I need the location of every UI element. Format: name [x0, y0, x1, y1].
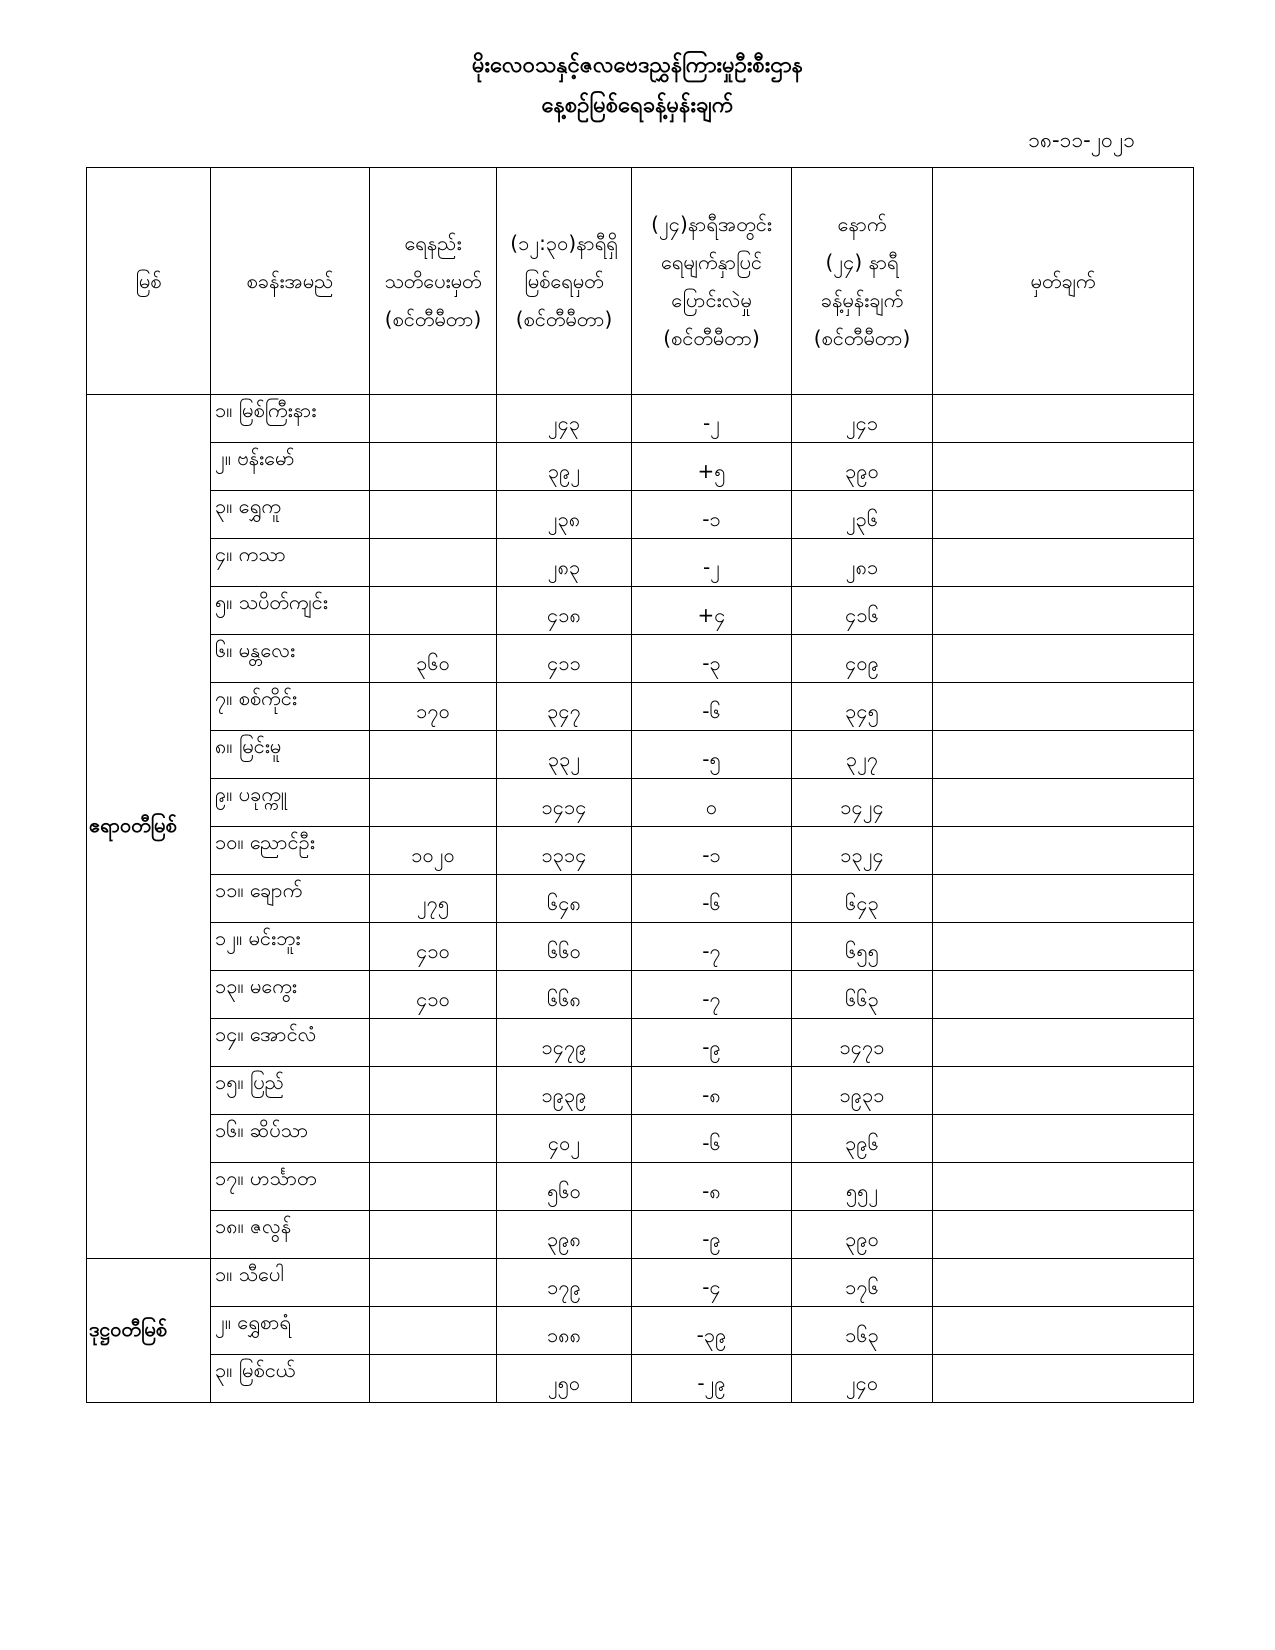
danger-level-cell: ၃၆၀ — [370, 635, 497, 683]
river-name: ဒုဋ္ဌဝတီမြစ် — [87, 1259, 211, 1403]
station-name: ၇။ စစ်ကိုင်း — [211, 683, 370, 731]
forecast-cell: ၁၄၇၁ — [792, 1019, 933, 1067]
station-name: ၉။ ပခုက္ကူ — [211, 779, 370, 827]
header-line: (၂၄) နာရီ — [825, 250, 899, 274]
header-row — [87, 168, 1194, 395]
danger-level-cell — [370, 779, 497, 827]
station-name: ၈။ မြင်းမူ — [211, 731, 370, 779]
header-line: ပြောင်းလဲမှု — [671, 288, 752, 312]
remark-cell — [933, 923, 1194, 971]
danger-level-cell — [370, 443, 497, 491]
station-name: ၁၇။ ဟင်္သာတ — [211, 1163, 370, 1211]
change-cell: -၇ — [632, 923, 792, 971]
water-level-cell: ၁၄၇၉ — [497, 1019, 632, 1067]
danger-level-cell — [370, 491, 497, 539]
water-level-cell: ၃၄၇ — [497, 683, 632, 731]
water-level-cell: ၆၆၀ — [497, 923, 632, 971]
document-subtitle: နေ့စဉ်မြစ်ရေခန့်မှန်းချက် — [541, 93, 734, 118]
station-name: ၅။ သပိတ်ကျင်း — [211, 587, 370, 635]
header-line: (စင်တီမီတာ) — [663, 326, 760, 350]
station-name: ၂။ ရွှေစာရံ — [211, 1307, 370, 1355]
forecast-cell: ၃၉၀ — [792, 1211, 933, 1259]
water-level-cell: ၅၆၀ — [497, 1163, 632, 1211]
water-level-cell: ၃၉၈ — [497, 1211, 632, 1259]
forecast-cell: ၃၄၅ — [792, 683, 933, 731]
forecast-cell: ၆၅၅ — [792, 923, 933, 971]
station-name: ၁။ မြစ်ကြီးနား — [211, 395, 370, 443]
change-cell: -၆ — [632, 875, 792, 923]
table-row — [87, 1355, 1194, 1403]
station-name: ၁၁။ ချောက် — [211, 875, 370, 923]
station-name: ၆။ မန္တလေး — [211, 635, 370, 683]
forecast-cell: ၁၃၂၄ — [792, 827, 933, 875]
header-line: ရေမျက်နှာပြင် — [661, 250, 762, 274]
water-level-cell: ၆၆၈ — [497, 971, 632, 1019]
water-level-cell: ၃၃၂ — [497, 731, 632, 779]
table-row — [87, 1115, 1194, 1163]
report-date: ၁၈-၁၁-၂၀၂၁ — [1028, 128, 1135, 152]
change-cell: +၅ — [632, 443, 792, 491]
remark-cell — [933, 587, 1194, 635]
table-row — [87, 443, 1194, 491]
change-cell: -၂ — [632, 539, 792, 587]
header-24h-change — [632, 168, 792, 395]
change-cell: -၉ — [632, 1211, 792, 1259]
remark-cell — [933, 1355, 1194, 1403]
forecast-cell: ၂၄၀ — [792, 1355, 933, 1403]
change-cell: -၉ — [632, 1019, 792, 1067]
water-level-cell: ၂၄၃ — [497, 395, 632, 443]
table-row — [87, 1163, 1194, 1211]
remark-cell — [933, 1307, 1194, 1355]
water-level-cell: ၂၃၈ — [497, 491, 632, 539]
table-row — [87, 395, 1194, 443]
water-level-cell: ၁၇၉ — [497, 1259, 632, 1307]
forecast-cell: ၂၈၁ — [792, 539, 933, 587]
station-name: ၁၆။ ဆိပ်သာ — [211, 1115, 370, 1163]
remark-cell — [933, 1115, 1194, 1163]
change-cell: -၆ — [632, 683, 792, 731]
table-row — [87, 1211, 1194, 1259]
danger-level-cell — [370, 1019, 497, 1067]
change-cell: -၅ — [632, 731, 792, 779]
table-row — [87, 1259, 1194, 1307]
change-cell: -၂၉ — [632, 1355, 792, 1403]
water-level-cell: ၃၉၂ — [497, 443, 632, 491]
remark-cell — [933, 443, 1194, 491]
change-cell: -၄ — [632, 1259, 792, 1307]
header-line: ခန့်မှန်းချက် — [820, 288, 904, 312]
header-line: နောက် — [837, 212, 887, 236]
station-name: ၁၀။ ညောင်ဦး — [211, 827, 370, 875]
forecast-cell: ၆၆၃ — [792, 971, 933, 1019]
forecast-cell: ၄၀၉ — [792, 635, 933, 683]
water-level-cell: ၄၁၈ — [497, 587, 632, 635]
remark-cell — [933, 779, 1194, 827]
table-row — [87, 1067, 1194, 1115]
danger-level-cell — [370, 539, 497, 587]
table-row — [87, 827, 1194, 875]
change-cell: -၁ — [632, 827, 792, 875]
forecast-cell: ၁၆၃ — [792, 1307, 933, 1355]
table-row — [87, 1019, 1194, 1067]
remark-cell — [933, 875, 1194, 923]
water-level-cell: ၄၀၂ — [497, 1115, 632, 1163]
forecast-cell: ၅၅၂ — [792, 1163, 933, 1211]
table-row — [87, 635, 1194, 683]
table-row — [87, 779, 1194, 827]
remark-cell — [933, 971, 1194, 1019]
header-line: (စင်တီမီတာ) — [515, 307, 613, 331]
forecast-cell: ၁၇၆ — [792, 1259, 933, 1307]
danger-level-cell — [370, 1067, 497, 1115]
table-row — [87, 923, 1194, 971]
header-river: မြစ် — [87, 168, 211, 395]
station-name: ၁၈။ ဇလွန် — [211, 1211, 370, 1259]
remark-cell — [933, 491, 1194, 539]
header-line: (စင်တီမီတာ) — [384, 307, 482, 331]
water-level-cell: ၂၈၃ — [497, 539, 632, 587]
station-name: ၄။ ကသာ — [211, 539, 370, 587]
header-forecast — [792, 168, 933, 395]
forecast-cell: ၃၂၇ — [792, 731, 933, 779]
station-name: ၂။ ဗန်းမော် — [211, 443, 370, 491]
table-row — [87, 587, 1194, 635]
header-remark: မှတ်ချက် — [933, 168, 1194, 395]
remark-cell — [933, 635, 1194, 683]
danger-level-cell — [370, 1259, 497, 1307]
remark-cell — [933, 1259, 1194, 1307]
water-level-cell: ၄၁၁ — [497, 635, 632, 683]
change-cell: -၃ — [632, 635, 792, 683]
forecast-cell: ၁၄၂၄ — [792, 779, 933, 827]
remark-cell — [933, 395, 1194, 443]
danger-level-cell — [370, 1163, 497, 1211]
forecast-cell: ၁၉၃၁ — [792, 1067, 933, 1115]
station-name: ၁။ သီပေါ — [211, 1259, 370, 1307]
water-level-cell: ၆၄၈ — [497, 875, 632, 923]
danger-level-cell — [370, 1355, 497, 1403]
change-cell: -၇ — [632, 971, 792, 1019]
table-row — [87, 875, 1194, 923]
forecast-cell: ၄၁၆ — [792, 587, 933, 635]
danger-level-cell: ၂၇၅ — [370, 875, 497, 923]
change-cell: -၆ — [632, 1115, 792, 1163]
water-level-cell: ၂၅၀ — [497, 1355, 632, 1403]
remark-cell — [933, 1163, 1194, 1211]
danger-level-cell — [370, 1211, 497, 1259]
forecast-cell: ၂၃၆ — [792, 491, 933, 539]
change-cell: ၀ — [632, 779, 792, 827]
table-row — [87, 971, 1194, 1019]
header-station: စခန်းအမည် — [211, 168, 370, 395]
table-row — [87, 683, 1194, 731]
station-name: ၁၂။ မင်းဘူး — [211, 923, 370, 971]
forecast-cell: ၃၉၆ — [792, 1115, 933, 1163]
change-cell: -၈ — [632, 1163, 792, 1211]
remark-cell — [933, 731, 1194, 779]
water-level-cell: ၁၃၁၄ — [497, 827, 632, 875]
remark-cell — [933, 1211, 1194, 1259]
station-name: ၃။ မြစ်ငယ် — [211, 1355, 370, 1403]
station-name: ၁၄။ အောင်လံ — [211, 1019, 370, 1067]
header-line: ရေနည်း — [404, 231, 462, 255]
danger-level-cell: ၁၇၀ — [370, 683, 497, 731]
change-cell: +၄ — [632, 587, 792, 635]
danger-level-cell — [370, 1307, 497, 1355]
danger-level-cell: ၄၁၀ — [370, 923, 497, 971]
water-level-cell: ၁၈၈ — [497, 1307, 632, 1355]
danger-level-cell — [370, 1115, 497, 1163]
remark-cell — [933, 683, 1194, 731]
remark-cell — [933, 1019, 1194, 1067]
water-level-cell: ၁၉၃၉ — [497, 1067, 632, 1115]
header-line: (စင်တီမီတာ) — [813, 326, 911, 350]
remark-cell — [933, 539, 1194, 587]
change-cell: -၁ — [632, 491, 792, 539]
header-line: (၂၄)နာရီအတွင်း — [651, 212, 772, 236]
header-danger-level — [370, 168, 497, 395]
header-line: မြစ်ရေမှတ် — [524, 269, 604, 293]
danger-level-cell — [370, 731, 497, 779]
change-cell: -၂ — [632, 395, 792, 443]
river-forecast-table — [86, 167, 1194, 1403]
table-row — [87, 731, 1194, 779]
forecast-cell: ၃၉၀ — [792, 443, 933, 491]
header-line: (၁၂:၃၀)နာရီရှိ — [510, 231, 618, 255]
danger-level-cell: ၄၁၀ — [370, 971, 497, 1019]
station-name: ၃။ ရွှေကူ — [211, 491, 370, 539]
remark-cell — [933, 1067, 1194, 1115]
danger-level-cell — [370, 587, 497, 635]
forecast-cell: ၂၄၁ — [792, 395, 933, 443]
document-title: မိုးလေဝသနှင့်ဇလဗေဒညွှန်ကြားမှုဦးစီးဌာန — [471, 53, 804, 78]
danger-level-cell: ၁၀၂၀ — [370, 827, 497, 875]
station-name: ၁၅။ ပြည် — [211, 1067, 370, 1115]
table-row — [87, 539, 1194, 587]
danger-level-cell — [370, 395, 497, 443]
river-name: ဧရာဝတီမြစ် — [87, 395, 211, 1259]
water-level-cell: ၁၄၁၄ — [497, 779, 632, 827]
station-name: ၁၃။ မကွေး — [211, 971, 370, 1019]
table-row — [87, 1307, 1194, 1355]
table-row — [87, 491, 1194, 539]
change-cell: -၈ — [632, 1067, 792, 1115]
change-cell: -၃၉ — [632, 1307, 792, 1355]
remark-cell — [933, 827, 1194, 875]
table-body — [87, 395, 1194, 1403]
header-water-level — [497, 168, 632, 395]
forecast-cell: ၆၄၃ — [792, 875, 933, 923]
header-line: သတိပေးမှတ် — [384, 269, 482, 293]
